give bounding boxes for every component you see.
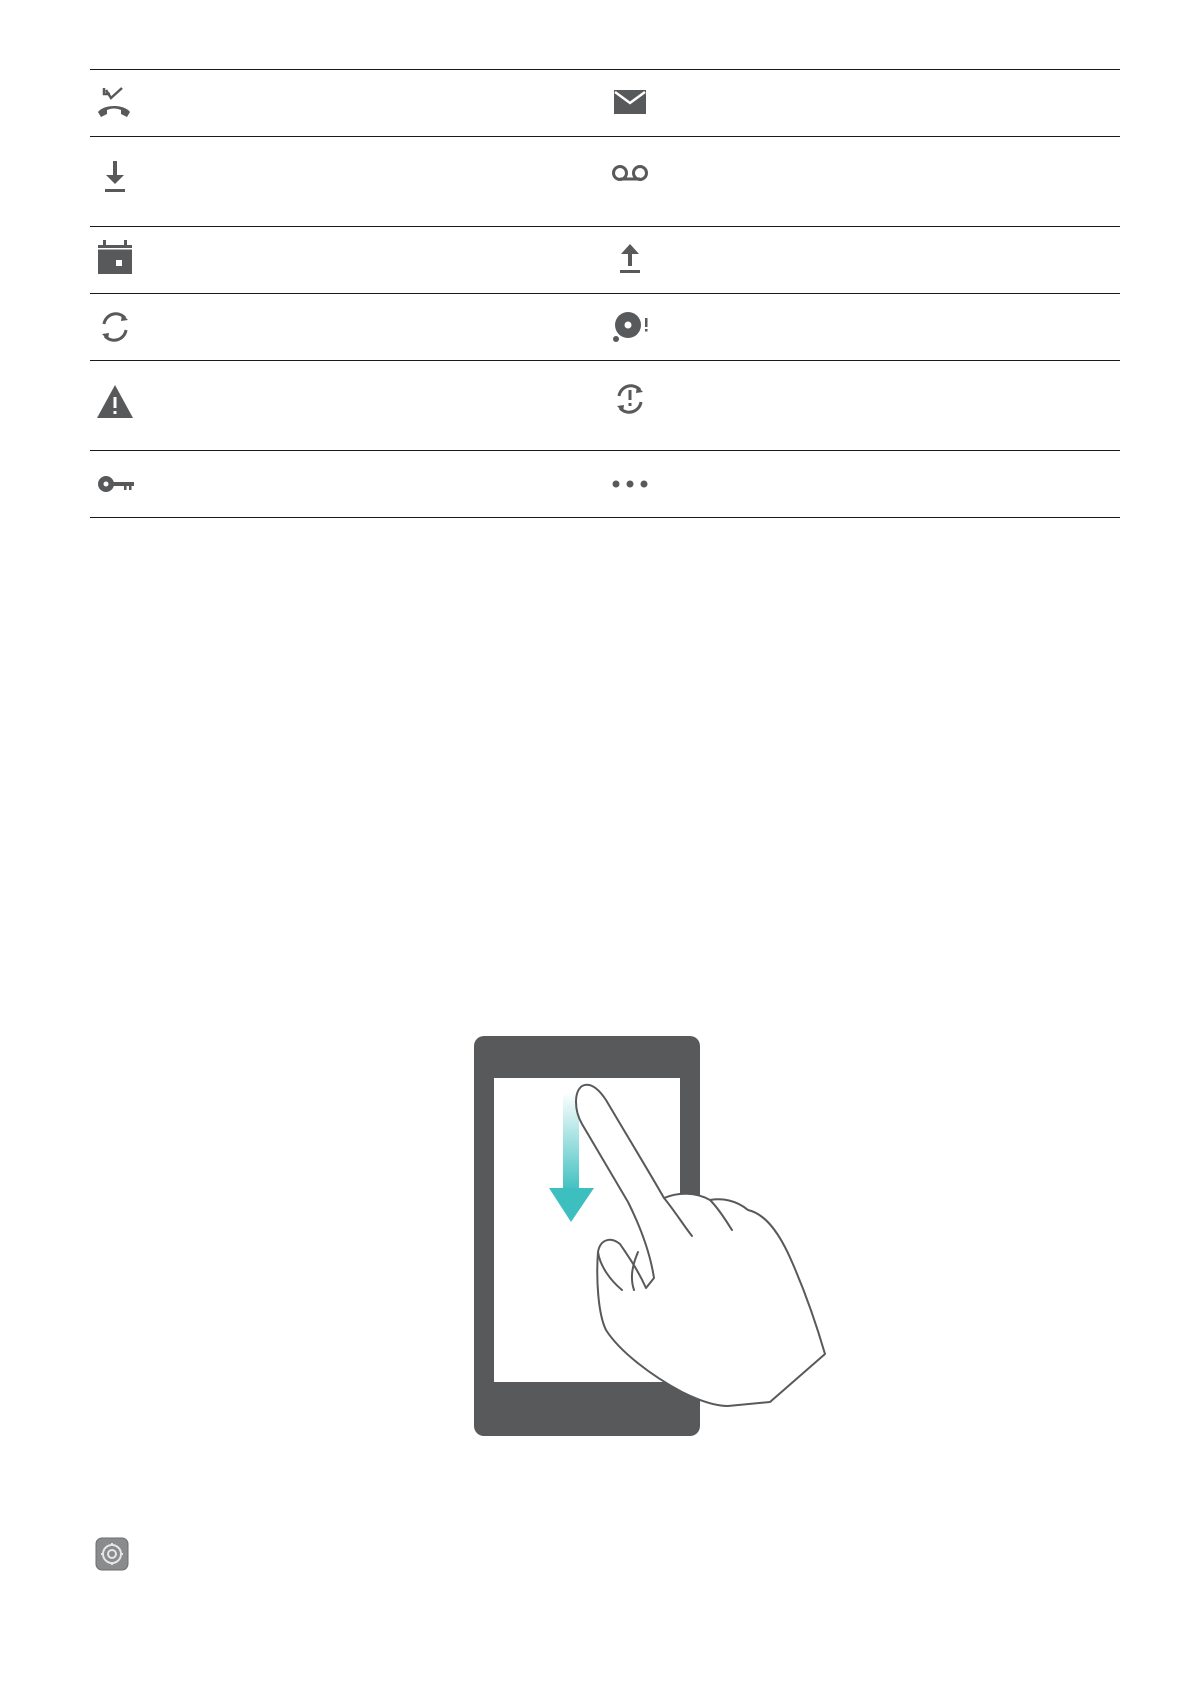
table-cell xyxy=(90,70,605,137)
table-row xyxy=(90,227,1120,294)
downloading-icon xyxy=(95,157,135,197)
table-cell xyxy=(605,70,1120,137)
table-cell xyxy=(90,137,605,227)
table-row xyxy=(90,451,1120,518)
table-row xyxy=(90,294,1120,361)
new-email-icon xyxy=(610,82,650,122)
table-row xyxy=(90,361,1120,451)
missed-call-icon xyxy=(94,84,134,124)
calendar-event-icon xyxy=(95,238,135,278)
vpn-key-icon xyxy=(97,464,137,504)
table-cell xyxy=(605,294,1120,361)
storage-full-icon xyxy=(610,306,650,346)
table-cell xyxy=(605,137,1120,227)
uploading-icon xyxy=(610,238,650,278)
table-cell xyxy=(605,227,1120,294)
status-icons-table xyxy=(90,69,1120,518)
sync-failed-icon xyxy=(610,379,650,419)
more-notifications-icon xyxy=(610,464,650,504)
table-cell xyxy=(90,227,605,294)
table-cell xyxy=(605,361,1120,451)
warning-icon xyxy=(95,382,135,422)
settings-app-icon xyxy=(95,1537,129,1571)
swipe-down-illustration xyxy=(470,1030,830,1440)
table-cell xyxy=(605,451,1120,518)
syncing-icon xyxy=(95,307,135,347)
table-cell xyxy=(90,451,605,518)
table-cell xyxy=(90,294,605,361)
new-voicemail-icon xyxy=(610,153,650,193)
table-row xyxy=(90,137,1120,227)
table-row xyxy=(90,70,1120,137)
table-cell xyxy=(90,361,605,451)
